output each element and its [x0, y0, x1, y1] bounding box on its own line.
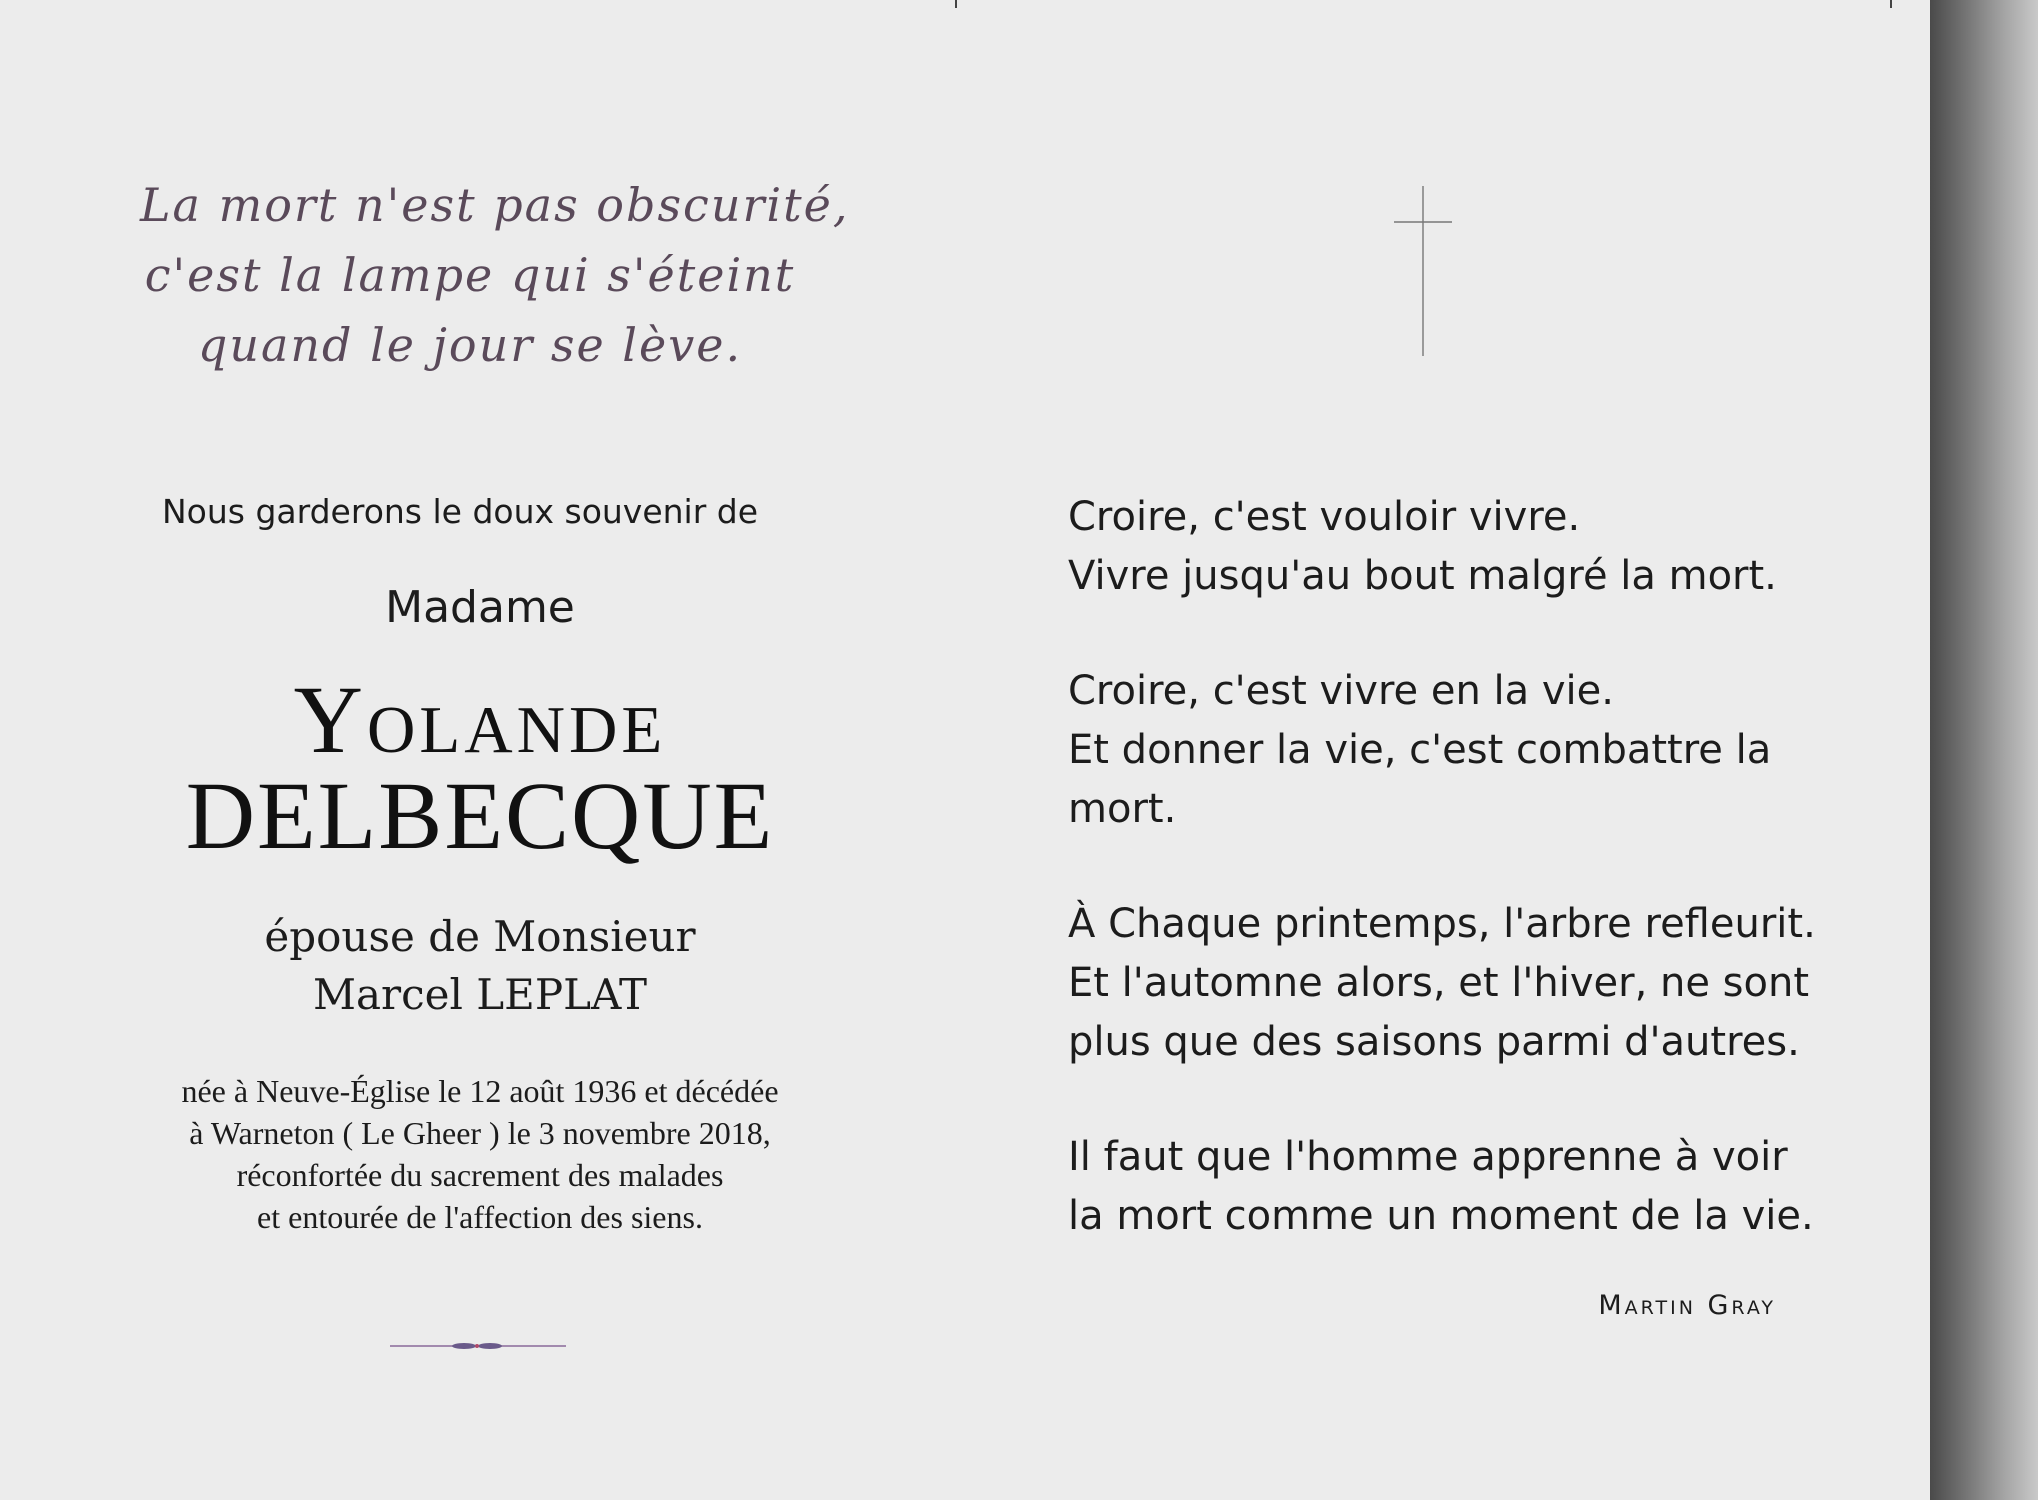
bio-line: à Warneton ( Le Gheer ) le 3 novembre 2018,	[189, 1115, 771, 1151]
poem-line: Et donner la vie, c'est combattre la	[1068, 727, 1772, 773]
poem-line: À Chaque printemps, l'arbre refleurit.	[1068, 901, 1816, 947]
spouse-info	[120, 908, 840, 1024]
poem-line: mort.	[1068, 786, 1177, 832]
scan-mark	[955, 0, 957, 8]
cross-icon	[1394, 186, 1452, 356]
bio-line: et entourée de l'affection des siens.	[257, 1199, 703, 1235]
remembrance-intro: Nous garderons le doux souvenir de	[161, 492, 759, 531]
poem	[1068, 488, 1816, 1246]
ornament-divider-icon	[390, 1340, 566, 1352]
epigraph-line: c'est la lampe qui s'éteint	[144, 248, 796, 302]
scan-mark	[1890, 0, 1892, 8]
deceased-first-name: Yolande	[293, 666, 667, 773]
poem-line: la mort comme un moment de la vie.	[1068, 1193, 1814, 1239]
poem-author: Martin Gray	[1598, 1290, 1776, 1321]
biography	[120, 1070, 840, 1238]
epigraph-line: quand le jour se lève.	[197, 318, 743, 372]
poem-line: Croire, c'est vouloir vivre.	[1068, 494, 1581, 540]
scan-edge-shadow	[1930, 0, 2038, 1500]
bio-line: née à Neuve-Église le 12 août 1936 et décédée	[181, 1073, 779, 1109]
poem-line: Et l'automne alors, et l'hiver, ne sont	[1068, 960, 1810, 1006]
poem-line: plus que des saisons parmi d'autres.	[1068, 1019, 1800, 1065]
poem-line: Il faut que l'homme apprenne à voir	[1068, 1134, 1788, 1180]
bio-line: réconfortée du sacrement des malades	[236, 1157, 724, 1193]
epigraph-quote	[140, 170, 850, 380]
epigraph-line: La mort n'est pas obscurité,	[140, 178, 850, 232]
deceased-last-name: DELBECQUE	[185, 762, 775, 869]
honorific-title: Madame	[385, 582, 575, 633]
spouse-line: épouse de Monsieur	[264, 912, 696, 961]
spouse-line: Marcel LEPLAT	[312, 970, 648, 1019]
poem-line: Croire, c'est vivre en la vie.	[1068, 668, 1614, 714]
poem-line: Vivre jusqu'au bout malgré la mort.	[1068, 553, 1777, 599]
